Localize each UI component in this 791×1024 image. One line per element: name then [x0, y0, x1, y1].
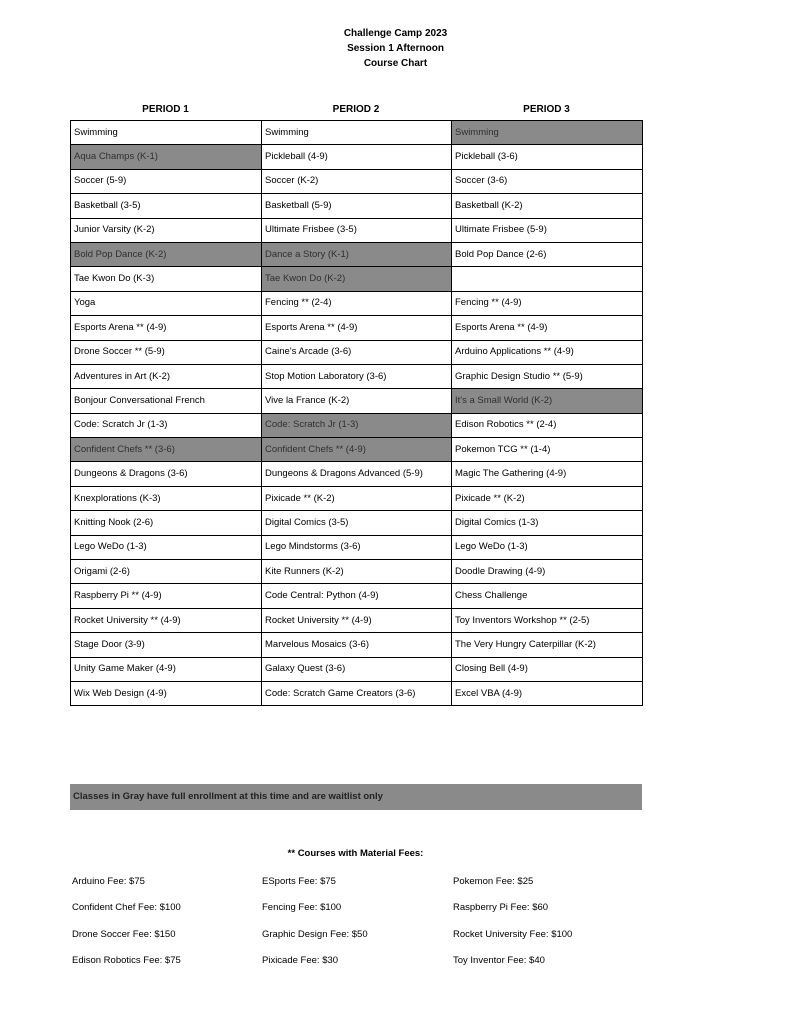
- course-cell: Pickleball (3-6): [452, 145, 643, 169]
- fee-item: Fencing Fee: $100: [262, 902, 342, 913]
- course-cell: Esports Arena ** (4-9): [71, 316, 262, 340]
- fee-item: Confident Chef Fee: $100: [72, 902, 181, 913]
- fee-item: Raspberry Pi Fee: $60: [453, 902, 549, 913]
- course-cell: Dance a Story (K-1): [262, 242, 452, 266]
- course-cell: Tae Kwon Do (K-2): [262, 267, 452, 291]
- course-cell: Code: Scratch Game Creators (3-6): [262, 681, 452, 705]
- table-row: [71, 633, 643, 657]
- column-header-period-1: PERIOD 1: [142, 104, 189, 115]
- course-cell: Digital Comics (3-5): [262, 511, 452, 535]
- course-cell: Swimming: [71, 121, 262, 145]
- course-cell: Vive la France (K-2): [262, 389, 452, 413]
- course-cell: Basketball (5-9): [262, 194, 452, 218]
- table-row: [71, 657, 643, 681]
- course-cell: Code: Scratch Jr (1-3): [71, 413, 262, 437]
- document-title: [0, 26, 791, 71]
- course-cell: Tae Kwon Do (K-3): [71, 267, 262, 291]
- table-row: [71, 560, 643, 584]
- material-fees-title: ** Courses with Material Fees:: [287, 848, 424, 859]
- course-cell: Chess Challenge: [452, 584, 643, 608]
- course-cell: Lego Mindstorms (3-6): [262, 535, 452, 559]
- course-cell: Basketball (K-2): [452, 194, 643, 218]
- course-cell: Code Central: Python (4-9): [262, 584, 452, 608]
- course-cell: Confident Chefs ** (4-9): [262, 438, 452, 462]
- course-cell: [452, 267, 643, 291]
- fee-item: Pokemon Fee: $25: [453, 876, 534, 887]
- course-cell: Basketball (3-5): [71, 194, 262, 218]
- course-cell: Soccer (K-2): [262, 169, 452, 193]
- course-cell: Fencing ** (4-9): [452, 291, 643, 315]
- course-cell: Bonjour Conversational French: [71, 389, 262, 413]
- fee-item: Arduino Fee: $75: [72, 876, 145, 887]
- course-cell: It's a Small World (K-2): [452, 389, 643, 413]
- course-cell: Swimming: [262, 121, 452, 145]
- table-row: [71, 486, 643, 510]
- course-cell: Dungeons & Dragons (3-6): [71, 462, 262, 486]
- course-cell: Galaxy Quest (3-6): [262, 657, 452, 681]
- course-cell: Lego WeDo (1-3): [71, 535, 262, 559]
- table-row: [71, 121, 643, 145]
- title-line-1: Challenge Camp 2023: [343, 28, 448, 39]
- table-row: [71, 267, 643, 291]
- fee-item: ESports Fee: $75: [262, 876, 336, 887]
- course-cell: Lego WeDo (1-3): [452, 535, 643, 559]
- course-cell: Graphic Design Studio ** (5-9): [452, 364, 643, 388]
- table-row: [71, 535, 643, 559]
- course-cell: Confident Chefs ** (3-6): [71, 438, 262, 462]
- table-row: [71, 291, 643, 315]
- title-line-3: Course Chart: [363, 58, 428, 69]
- table-row: [71, 389, 643, 413]
- course-cell: Swimming: [452, 121, 643, 145]
- course-cell: Bold Pop Dance (K-2): [71, 242, 262, 266]
- course-cell: Junior Varsity (K-2): [71, 218, 262, 242]
- table-row: [71, 364, 643, 388]
- course-cell: Soccer (5-9): [71, 169, 262, 193]
- table-row: [71, 511, 643, 535]
- course-chart-table: [70, 120, 643, 706]
- table-row: [71, 608, 643, 632]
- course-cell: Code: Scratch Jr (1-3): [262, 413, 452, 437]
- course-cell: Bold Pop Dance (2-6): [452, 242, 643, 266]
- course-cell: Ultimate Frisbee (5-9): [452, 218, 643, 242]
- course-cell: Doodle Drawing (4-9): [452, 560, 643, 584]
- table-row: [71, 413, 643, 437]
- fee-item: Edison Robotics Fee: $75: [72, 955, 181, 966]
- fee-item: Graphic Design Fee: $50: [262, 929, 368, 940]
- table-row: [71, 145, 643, 169]
- course-cell: Rocket University ** (4-9): [262, 608, 452, 632]
- course-cell: Arduino Applications ** (4-9): [452, 340, 643, 364]
- course-cell: Pickleball (4-9): [262, 145, 452, 169]
- course-cell: Digital Comics (1-3): [452, 511, 643, 535]
- table-row: [71, 169, 643, 193]
- table-row: [71, 340, 643, 364]
- course-cell: Fencing ** (2-4): [262, 291, 452, 315]
- table-row: [71, 438, 643, 462]
- course-chart-body: [71, 121, 643, 706]
- table-row: [71, 194, 643, 218]
- course-cell: Raspberry Pi ** (4-9): [71, 584, 262, 608]
- table-row: [71, 316, 643, 340]
- course-cell: Ultimate Frisbee (3-5): [262, 218, 452, 242]
- fee-item: Drone Soccer Fee: $150: [72, 929, 176, 940]
- course-cell: Esports Arena ** (4-9): [262, 316, 452, 340]
- table-row: [71, 242, 643, 266]
- course-cell: Soccer (3-6): [452, 169, 643, 193]
- table-row: [71, 681, 643, 705]
- table-row: [71, 218, 643, 242]
- column-header-period-3: PERIOD 3: [523, 104, 570, 115]
- course-cell: Pokemon TCG ** (1-4): [452, 438, 643, 462]
- course-cell: Magic The Gathering (4-9): [452, 462, 643, 486]
- course-cell: Adventures in Art (K-2): [71, 364, 262, 388]
- course-cell: Knexplorations (K-3): [71, 486, 262, 510]
- course-cell: Closing Bell (4-9): [452, 657, 643, 681]
- course-cell: Aqua Champs (K-1): [71, 145, 262, 169]
- column-header-period-2: PERIOD 2: [332, 104, 380, 115]
- course-cell: Knitting Nook (2-6): [71, 511, 262, 535]
- fee-item: Pixicade Fee: $30: [262, 955, 339, 966]
- table-row: [71, 584, 643, 608]
- course-cell: Kite Runners (K-2): [262, 560, 452, 584]
- course-cell: Wix Web Design (4-9): [71, 681, 262, 705]
- table-row: [71, 462, 643, 486]
- course-cell: Esports Arena ** (4-9): [452, 316, 643, 340]
- course-cell: Drone Soccer ** (5-9): [71, 340, 262, 364]
- fee-item: Toy Inventor Fee: $40: [453, 955, 545, 966]
- course-cell: Dungeons & Dragons Advanced (5-9): [262, 462, 452, 486]
- course-cell: Yoga: [71, 291, 262, 315]
- course-cell: Excel VBA (4-9): [452, 681, 643, 705]
- course-cell: Unity Game Maker (4-9): [71, 657, 262, 681]
- course-cell: Origami (2-6): [71, 560, 262, 584]
- course-cell: Stop Motion Laboratory (3-6): [262, 364, 452, 388]
- course-cell: Rocket University ** (4-9): [71, 608, 262, 632]
- course-cell: Edison Robotics ** (2-4): [452, 413, 643, 437]
- title-line-2: Session 1 Afternoon: [347, 43, 444, 54]
- course-cell: Pixicade ** (K-2): [262, 486, 452, 510]
- fee-item: Rocket University Fee: $100: [453, 929, 573, 940]
- course-cell: Stage Door (3-9): [71, 633, 262, 657]
- course-cell: Pixicade ** (K-2): [452, 486, 643, 510]
- course-cell: Caine's Arcade (3-6): [262, 340, 452, 364]
- course-cell: The Very Hungry Caterpillar (K-2): [452, 633, 643, 657]
- course-cell: Toy Inventors Workshop ** (2-5): [452, 608, 643, 632]
- waitlist-note: Classes in Gray have full enrollment at this time and are waitlist only: [70, 784, 642, 810]
- course-cell: Marvelous Mosaics (3-6): [262, 633, 452, 657]
